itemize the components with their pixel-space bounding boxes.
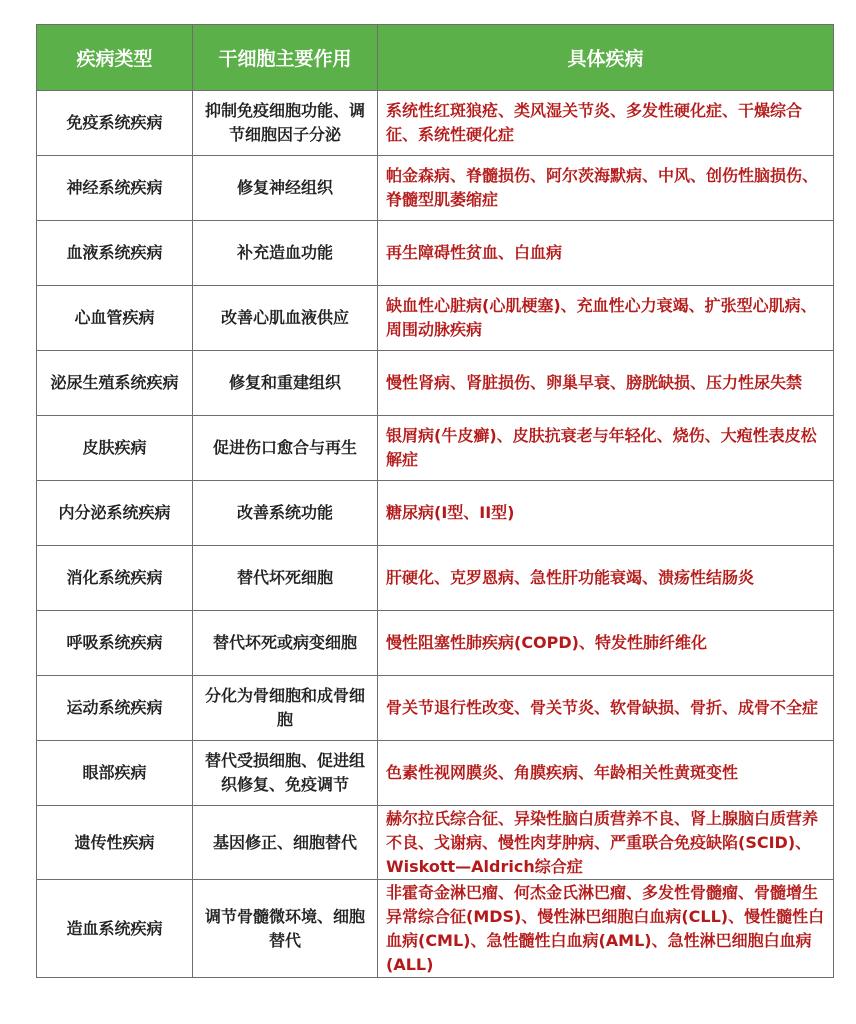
header-specific-diseases: 具体疾病: [378, 25, 834, 91]
specific-diseases-cell: 缺血性心脏病(心肌梗塞)、充血性心力衰竭、扩张型心肌病、周围动脉疾病: [378, 286, 834, 351]
stem-cell-role-cell: 调节骨髓微环境、细胞替代: [193, 880, 378, 978]
stem-cell-role-cell: 修复和重建组织: [193, 351, 378, 416]
disease-type-cell: 泌尿生殖系统疾病: [37, 351, 193, 416]
stem-cell-role-cell: 抑制免疫细胞功能、调节细胞因子分泌: [193, 91, 378, 156]
specific-diseases-cell: 再生障碍性贫血、白血病: [378, 221, 834, 286]
stem-cell-role-cell: 改善系统功能: [193, 481, 378, 546]
specific-diseases-cell: 赫尔拉氏综合征、异染性脑白质营养不良、肾上腺脑白质营养不良、戈谢病、慢性肉芽肿病、严重联合免疫缺陷(SCID)、Wiskott—Aldrich综合症: [378, 806, 834, 880]
specific-diseases-cell: 糖尿病(I型、II型): [378, 481, 834, 546]
table-row: [37, 221, 834, 286]
table-row: [37, 156, 834, 221]
stem-cell-disease-table: [36, 24, 834, 978]
table-row: [37, 806, 834, 880]
specific-diseases-cell: 慢性阻塞性肺疾病(COPD)、特发性肺纤维化: [378, 611, 834, 676]
specific-diseases-cell: 非霍奇金淋巴瘤、何杰金氏淋巴瘤、多发性骨髓瘤、骨髓增生异常综合征(MDS)、慢性淋巴细胞白血病(CLL)、慢性髓性白血病(CML)、急性髓性白血病(AML)、急性淋巴细胞白血病(ALL): [378, 880, 834, 978]
header-row: [37, 25, 834, 91]
disease-type-cell: 免疫系统疾病: [37, 91, 193, 156]
specific-diseases-cell: 帕金森病、脊髓损伤、阿尔茨海默病、中风、创伤性脑损伤、脊髓型肌萎缩症: [378, 156, 834, 221]
table-row: [37, 286, 834, 351]
disease-type-cell: 神经系统疾病: [37, 156, 193, 221]
stem-cell-role-cell: 修复神经组织: [193, 156, 378, 221]
table-row: [37, 880, 834, 978]
specific-diseases-cell: 银屑病(牛皮癣)、皮肤抗衰老与年轻化、烧伤、大疱性表皮松解症: [378, 416, 834, 481]
disease-type-cell: 眼部疾病: [37, 741, 193, 806]
stem-cell-role-cell: 分化为骨细胞和成骨细胞: [193, 676, 378, 741]
table-row: [37, 546, 834, 611]
disease-type-cell: 运动系统疾病: [37, 676, 193, 741]
stem-cell-role-cell: 替代受损细胞、促进组织修复、免疫调节: [193, 741, 378, 806]
table-row: [37, 351, 834, 416]
disease-type-cell: 遗传性疾病: [37, 806, 193, 880]
disease-type-cell: 内分泌系统疾病: [37, 481, 193, 546]
stem-cell-role-cell: 替代坏死或病变细胞: [193, 611, 378, 676]
table-row: [37, 741, 834, 806]
table-row: [37, 611, 834, 676]
specific-diseases-cell: 肝硬化、克罗恩病、急性肝功能衰竭、溃疡性结肠炎: [378, 546, 834, 611]
disease-type-cell: 皮肤疾病: [37, 416, 193, 481]
disease-type-cell: 心血管疾病: [37, 286, 193, 351]
stem-cell-role-cell: 促进伤口愈合与再生: [193, 416, 378, 481]
stem-cell-role-cell: 改善心肌血液供应: [193, 286, 378, 351]
disease-type-cell: 消化系统疾病: [37, 546, 193, 611]
stem-cell-role-cell: 替代坏死细胞: [193, 546, 378, 611]
disease-type-cell: 造血系统疾病: [37, 880, 193, 978]
specific-diseases-cell: 慢性肾病、肾脏损伤、卵巢早衰、膀胱缺损、压力性尿失禁: [378, 351, 834, 416]
header-stem-cell-role: 干细胞主要作用: [193, 25, 378, 91]
specific-diseases-cell: 骨关节退行性改变、骨关节炎、软骨缺损、骨折、成骨不全症: [378, 676, 834, 741]
table-row: [37, 481, 834, 546]
header-disease-type: 疾病类型: [37, 25, 193, 91]
specific-diseases-cell: 系统性红斑狼疮、类风湿关节炎、多发性硬化症、干燥综合征、系统性硬化症: [378, 91, 834, 156]
stem-cell-role-cell: 补充造血功能: [193, 221, 378, 286]
stem-cell-role-cell: 基因修正、细胞替代: [193, 806, 378, 880]
disease-type-cell: 血液系统疾病: [37, 221, 193, 286]
disease-type-cell: 呼吸系统疾病: [37, 611, 193, 676]
table-row: [37, 416, 834, 481]
specific-diseases-cell: 色素性视网膜炎、角膜疾病、年龄相关性黄斑变性: [378, 741, 834, 806]
table-row: [37, 91, 834, 156]
table-row: [37, 676, 834, 741]
